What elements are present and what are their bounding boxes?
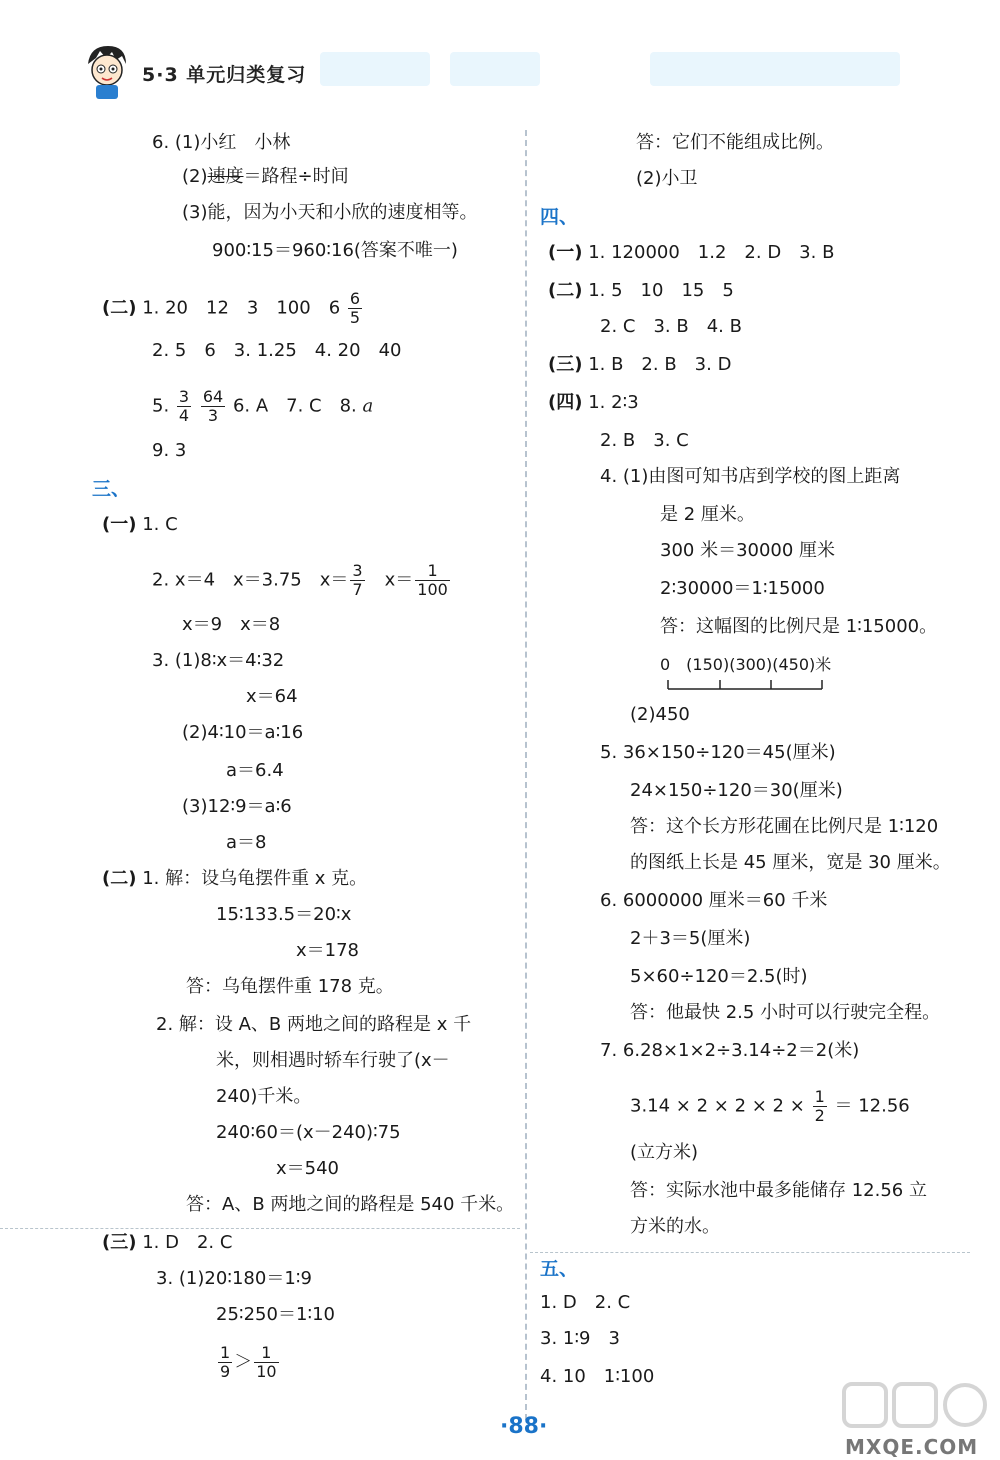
answer-line: (一) 1. C: [102, 514, 178, 535]
answer-line: 答：A、B 两地之间的路程是 540 千米。: [186, 1194, 515, 1215]
struck-text: 速度: [207, 166, 244, 187]
answer-line: (二) 1. 20 12 3 100 6 $\frac{6}{5}$: [102, 289, 361, 327]
answer-line: 24×150÷120＝30(厘米): [630, 780, 843, 801]
answer-line: 答：这个长方形花圃在比例尺是 1∶120: [630, 816, 939, 837]
answer-line: 900∶15＝960∶16(答案不唯一): [212, 240, 458, 261]
answer-line: (2)450: [630, 704, 690, 725]
answer-line: 1. D 2. C: [540, 1292, 631, 1313]
answer-line: 2. 5 6 3. 1.25 4. 20 40: [152, 340, 402, 361]
fraction: $\frac{6}{5}$: [349, 289, 361, 327]
answer-line: (一) 1. 120000 1.2 2. D 3. B: [548, 242, 835, 263]
answer-line: 2＋3＝5(厘米): [630, 928, 751, 949]
answer-line: (二) 1. 5 10 15 5: [548, 280, 734, 301]
answer-line: x＝9 x＝8: [182, 614, 281, 635]
answer-line: 7. 6.28×1×2÷3.14÷2＝2(米): [600, 1040, 860, 1061]
answer-line: x＝178: [296, 940, 360, 961]
header-decoration: [650, 52, 900, 86]
answer-line: 答：实际水池中最多能储存 12.56 立: [630, 1180, 927, 1201]
answer-line: x＝64: [246, 686, 298, 707]
section-heading: 五、: [540, 1258, 579, 1280]
fraction: $\frac{1}{2}$: [814, 1087, 825, 1125]
answer-line: 3.14 × 2 × 2 × 2 × $\frac{1}{2}$ ＝ 12.56: [630, 1087, 910, 1125]
answer-line: 2. B 3. C: [600, 430, 689, 451]
fraction: $\frac{1}{100}$: [417, 561, 448, 599]
fraction: $\frac{1}{9}$: [220, 1343, 231, 1381]
answer-line: 答：他最快 2.5 小时可以行驶完全程。: [630, 1002, 941, 1023]
answer-line: 5. 36×150÷120＝45(厘米): [600, 742, 836, 763]
scale-bar: [667, 680, 823, 690]
mascot-icon: [82, 42, 132, 100]
answer-line: (二) 1. 解：设乌龟摆件重 x 克。: [102, 868, 368, 889]
answer-line: 5×60÷120＝2.5(时): [630, 966, 808, 987]
separator: [530, 1252, 970, 1253]
answer-line: 240)千米。: [216, 1086, 312, 1107]
section-heading: 三、: [92, 478, 131, 500]
answer-line: 2. C 3. B 4. B: [600, 316, 742, 337]
answer-line: (2)速度＝路程÷时间: [182, 166, 349, 187]
answer-line: 15∶133.5＝20∶x: [216, 904, 352, 925]
answer-line: 方米的水。: [630, 1216, 720, 1237]
answer-line: 300 米＝30000 厘米: [660, 540, 836, 561]
answer-line: 6. 6000000 厘米＝60 千米: [600, 890, 828, 911]
answer-line: 9. 3: [152, 440, 187, 461]
answer-line: (四) 1. 2∶3: [548, 392, 639, 413]
answer-line: (3)能，因为小天和小欣的速度相等。: [182, 202, 478, 223]
answer-line: 4. (1)由图可知书店到学校的图上距离: [600, 466, 901, 487]
watermark-text: MXQE.COM: [845, 1435, 979, 1459]
separator: [0, 1228, 520, 1229]
answer-line: 6. (1)小红 小林: [152, 132, 291, 153]
answer-line: 是 2 厘米。: [660, 504, 755, 525]
header-decoration: [320, 52, 430, 86]
answer-line: 240∶60＝(x－240)∶75: [216, 1122, 401, 1143]
answer-line: (三) 1. D 2. C: [102, 1232, 233, 1253]
answer-line: 2. x＝4 x＝3.75 x＝ $\frac{3}{7}$ x＝ $\frac{1}{100}$: [152, 561, 448, 599]
answer-line: 的图纸上长是 45 厘米，宽是 30 厘米。: [630, 852, 951, 873]
answer-line: (三) 1. B 2. B 3. D: [548, 354, 732, 375]
answer-line: 米，则相遇时轿车行驶了(x－: [216, 1050, 450, 1071]
fraction: $\frac{3}{7}$: [352, 561, 363, 599]
answer-line: (3)12∶9＝a∶6: [182, 796, 292, 817]
answer-line: 5. $\frac{3}{4}$ $\frac{64}{3}$ 6. A 7. C 8. a: [152, 387, 374, 425]
answer-line: 答：乌龟摆件重 178 克。: [186, 976, 394, 997]
answer-line: $\frac{1}{9}$ ＞ $\frac{1}{10}$: [220, 1343, 277, 1381]
section-heading: 四、: [540, 206, 579, 228]
fraction: $\frac{64}{3}$: [202, 387, 224, 425]
page-number: ·88·: [500, 1414, 548, 1439]
answer-line: 3. (1)8∶x＝4∶32: [152, 650, 285, 671]
fraction: $\frac{1}{10}$: [256, 1343, 277, 1381]
answer-line: (立方米): [630, 1142, 699, 1163]
answer-line: (2)小卫: [636, 168, 698, 189]
answer-line: 答：这幅图的比例尺是 1∶15000。: [660, 616, 938, 637]
answer-line: 3. (1)20∶180＝1∶9: [156, 1268, 312, 1289]
answer-line: 4. 10 1∶100: [540, 1366, 655, 1387]
answer-line: a＝6.4: [226, 760, 284, 781]
answer-line: 25∶250＝1∶10: [216, 1304, 335, 1325]
column-divider: [525, 130, 527, 1420]
answer-line: 2. 解：设 A、B 两地之间的路程是 x 千: [156, 1014, 472, 1035]
scale-labels: 0 (150)(300)(450)米: [660, 655, 832, 674]
answer-line: x＝540: [276, 1158, 340, 1179]
page-header: [0, 0, 1000, 110]
answer-line: a＝8: [226, 832, 267, 853]
header-title: 5·3 单元归类复习: [142, 64, 307, 86]
header-decoration: [450, 52, 540, 86]
answer-line: (2)4∶10＝a∶16: [182, 722, 304, 743]
answer-line: 3. 1∶9 3: [540, 1328, 620, 1349]
answer-line: 2∶30000＝1∶15000: [660, 578, 825, 599]
fraction: $\frac{3}{4}$: [178, 387, 190, 425]
answer-line: 答：它们不能组成比例。: [636, 132, 834, 153]
